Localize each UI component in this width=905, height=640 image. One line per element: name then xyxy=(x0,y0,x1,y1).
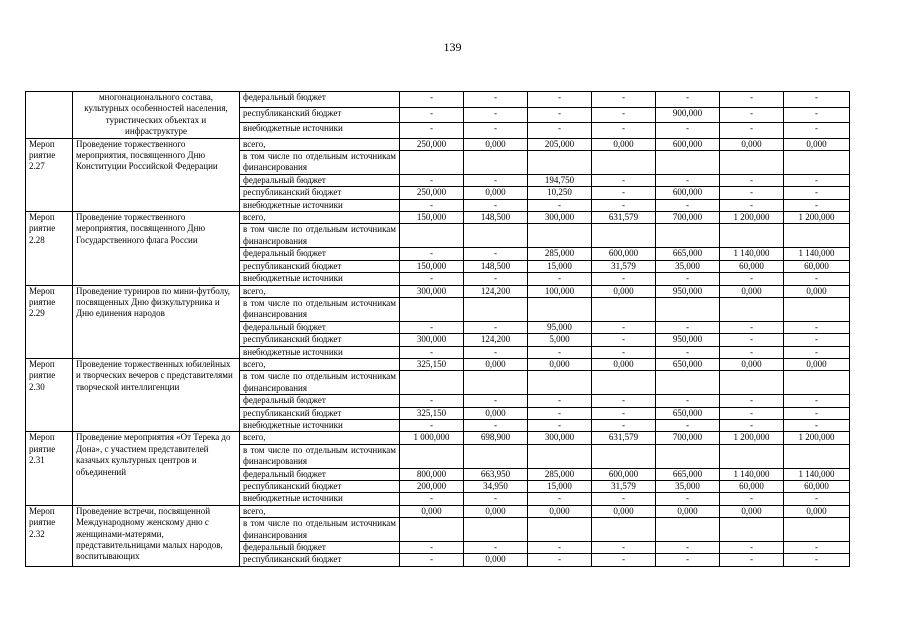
amount-cell: - xyxy=(400,395,464,407)
amount-cell: 148,500 xyxy=(464,212,528,224)
amount-cell: - xyxy=(400,174,464,186)
amount-cell: 200,000 xyxy=(400,481,464,493)
table-row xyxy=(26,505,850,517)
amount-cell xyxy=(656,518,720,542)
amount-cell: 194,750 xyxy=(528,174,592,186)
funding-source: всего, xyxy=(240,432,400,444)
funding-source: республиканский бюджет xyxy=(240,107,400,123)
amount-cell: - xyxy=(720,419,784,431)
table-row xyxy=(26,358,850,370)
amount-cell: 60,000 xyxy=(720,260,784,272)
amount-cell: - xyxy=(592,123,656,139)
amount-cell: - xyxy=(464,107,528,123)
funding-source: республиканский бюджет xyxy=(240,334,400,346)
amount-cell: 35,000 xyxy=(656,481,720,493)
amount-cell: 34,950 xyxy=(464,481,528,493)
activity-description: Проведение встречи, посвященной Международному женскому дню с женщинами-матерями, представительницами малых народов, воспитывающих xyxy=(73,505,240,566)
funding-source: внебюджетные источники xyxy=(240,346,400,358)
amount-cell: - xyxy=(592,199,656,211)
amount-cell xyxy=(528,151,592,175)
funding-source: в том числе по отдельным источникам финансирования xyxy=(240,224,400,248)
amount-cell xyxy=(464,297,528,321)
funding-source: всего, xyxy=(240,138,400,150)
amount-cell: 300,000 xyxy=(528,212,592,224)
amount-cell: - xyxy=(464,321,528,333)
amount-cell: 0,000 xyxy=(528,505,592,517)
amount-cell: 950,000 xyxy=(656,334,720,346)
amount-cell xyxy=(592,444,656,468)
amount-cell: 600,000 xyxy=(656,138,720,150)
amount-cell: - xyxy=(528,419,592,431)
amount-cell: 800,000 xyxy=(400,468,464,480)
amount-cell: 663,950 xyxy=(464,468,528,480)
amount-cell xyxy=(784,224,850,248)
amount-cell xyxy=(528,518,592,542)
amount-cell xyxy=(656,297,720,321)
amount-cell: 650,000 xyxy=(656,407,720,419)
amount-cell: - xyxy=(784,407,850,419)
amount-cell: - xyxy=(656,493,720,505)
amount-cell: 665,000 xyxy=(656,468,720,480)
amount-cell xyxy=(720,371,784,395)
amount-cell: - xyxy=(464,199,528,211)
table-row xyxy=(26,212,850,224)
amount-cell: - xyxy=(528,554,592,566)
amount-cell: - xyxy=(464,273,528,285)
amount-cell: - xyxy=(592,107,656,123)
amount-cell: - xyxy=(656,321,720,333)
amount-cell: - xyxy=(656,346,720,358)
amount-cell: - xyxy=(656,554,720,566)
amount-cell: 1 000,000 xyxy=(400,432,464,444)
activity-number: Мероп риятие 2.29 xyxy=(26,285,73,358)
amount-cell: 325,150 xyxy=(400,407,464,419)
funding-source: федеральный бюджет xyxy=(240,321,400,333)
activity-description: Проведение мероприятия «От Терека до Дона», с участием представителей казачьих культурных центров и объединений xyxy=(73,432,240,505)
amount-cell: 0,000 xyxy=(592,285,656,297)
amount-cell: - xyxy=(784,493,850,505)
amount-cell: 1 140,000 xyxy=(720,248,784,260)
amount-cell: - xyxy=(528,199,592,211)
amount-cell: - xyxy=(656,395,720,407)
amount-cell xyxy=(592,518,656,542)
page-number: 139 xyxy=(443,40,462,54)
amount-cell xyxy=(400,224,464,248)
amount-cell: 1 140,000 xyxy=(720,468,784,480)
amount-cell: - xyxy=(528,346,592,358)
amount-cell xyxy=(592,151,656,175)
amount-cell: - xyxy=(784,123,850,139)
funding-source: в том числе по отдельным источникам финансирования xyxy=(240,371,400,395)
amount-cell: - xyxy=(400,199,464,211)
amount-cell: - xyxy=(720,174,784,186)
activity-description: многонационального состава, культурных особенностей населения, туристических объектах и инфраструктуре xyxy=(73,92,240,139)
funding-source: федеральный бюджет xyxy=(240,92,400,108)
amount-cell: - xyxy=(784,346,850,358)
amount-cell: 285,000 xyxy=(528,468,592,480)
amount-cell: - xyxy=(400,419,464,431)
amount-cell: - xyxy=(464,419,528,431)
amount-cell: 60,000 xyxy=(784,481,850,493)
amount-cell: 0,000 xyxy=(592,358,656,370)
amount-cell xyxy=(464,224,528,248)
amount-cell: - xyxy=(464,493,528,505)
funding-source: в том числе по отдельным источникам финансирования xyxy=(240,518,400,542)
amount-cell: 1 200,000 xyxy=(720,432,784,444)
amount-cell: - xyxy=(400,123,464,139)
funding-source: федеральный бюджет xyxy=(240,468,400,480)
amount-cell: - xyxy=(528,542,592,554)
funding-source: внебюджетные источники xyxy=(240,273,400,285)
amount-cell: 1 200,000 xyxy=(720,212,784,224)
amount-cell: 698,900 xyxy=(464,432,528,444)
amount-cell: 95,000 xyxy=(528,321,592,333)
amount-cell xyxy=(720,151,784,175)
amount-cell xyxy=(592,371,656,395)
funding-source: республиканский бюджет xyxy=(240,407,400,419)
amount-cell: 250,000 xyxy=(400,187,464,199)
amount-cell xyxy=(528,444,592,468)
activity-description: Проведение торжественного мероприятия, посвященного Дню Конституции Российской Федерации xyxy=(73,138,240,211)
funding-source: в том числе по отдельным источникам финансирования xyxy=(240,444,400,468)
amount-cell: - xyxy=(592,542,656,554)
amount-cell: - xyxy=(656,542,720,554)
amount-cell xyxy=(720,297,784,321)
amount-cell: 1 200,000 xyxy=(784,212,850,224)
activity-description: Проведение торжественных юбилейных и творческих вечеров с представителями творческой интеллигенции xyxy=(73,358,240,431)
amount-cell: 1 200,000 xyxy=(784,432,850,444)
amount-cell: - xyxy=(656,92,720,108)
amount-cell: - xyxy=(592,174,656,186)
amount-cell: 150,000 xyxy=(400,260,464,272)
amount-cell: - xyxy=(720,107,784,123)
amount-cell: - xyxy=(528,395,592,407)
amount-cell: - xyxy=(400,248,464,260)
amount-cell: - xyxy=(720,346,784,358)
funding-source: внебюджетные источники xyxy=(240,419,400,431)
amount-cell: 0,000 xyxy=(464,187,528,199)
funding-source: в том числе по отдельным источникам финансирования xyxy=(240,151,400,175)
amount-cell: 650,000 xyxy=(656,358,720,370)
amount-cell xyxy=(400,371,464,395)
amount-cell: 0,000 xyxy=(464,407,528,419)
amount-cell: - xyxy=(656,419,720,431)
amount-cell xyxy=(656,444,720,468)
amount-cell: - xyxy=(464,92,528,108)
amount-cell xyxy=(720,224,784,248)
amount-cell: 0,000 xyxy=(720,358,784,370)
amount-cell: 0,000 xyxy=(464,554,528,566)
amount-cell: - xyxy=(720,273,784,285)
amount-cell: - xyxy=(464,174,528,186)
amount-cell: 0,000 xyxy=(400,505,464,517)
amount-cell xyxy=(784,297,850,321)
amount-cell: - xyxy=(592,395,656,407)
amount-cell: - xyxy=(784,273,850,285)
funding-source: всего, xyxy=(240,212,400,224)
amount-cell: 600,000 xyxy=(592,468,656,480)
funding-source: федеральный бюджет xyxy=(240,395,400,407)
amount-cell: 0,000 xyxy=(784,358,850,370)
amount-cell: - xyxy=(528,92,592,108)
amount-cell: 124,200 xyxy=(464,285,528,297)
activity-number: Мероп риятие 2.31 xyxy=(26,432,73,505)
amount-cell xyxy=(656,371,720,395)
table-row xyxy=(26,138,850,150)
amount-cell: 60,000 xyxy=(784,260,850,272)
activity-description: Проведение турниров по мини-футболу, посвященных Дню физкультурника и Дню единения народов xyxy=(73,285,240,358)
funding-source: всего, xyxy=(240,358,400,370)
amount-cell xyxy=(720,518,784,542)
amount-cell: - xyxy=(720,554,784,566)
amount-cell: - xyxy=(784,174,850,186)
amount-cell: 0,000 xyxy=(592,138,656,150)
funding-source: внебюджетные источники xyxy=(240,199,400,211)
amount-cell: 0,000 xyxy=(784,505,850,517)
amount-cell: 1 140,000 xyxy=(784,468,850,480)
amount-cell: - xyxy=(528,123,592,139)
amount-cell: - xyxy=(656,174,720,186)
amount-cell: - xyxy=(784,92,850,108)
amount-cell: - xyxy=(592,419,656,431)
amount-cell: 15,000 xyxy=(528,481,592,493)
amount-cell: 148,500 xyxy=(464,260,528,272)
funding-source: всего, xyxy=(240,505,400,517)
amount-cell: 124,200 xyxy=(464,334,528,346)
amount-cell: 600,000 xyxy=(656,187,720,199)
amount-cell: - xyxy=(400,542,464,554)
amount-cell: 325,150 xyxy=(400,358,464,370)
amount-cell xyxy=(528,371,592,395)
amount-cell: 5,000 xyxy=(528,334,592,346)
amount-cell: 0,000 xyxy=(720,285,784,297)
table-row xyxy=(26,92,850,108)
amount-cell: - xyxy=(400,321,464,333)
funding-source: внебюджетные источники xyxy=(240,493,400,505)
amount-cell: - xyxy=(592,321,656,333)
funding-source: федеральный бюджет xyxy=(240,248,400,260)
amount-cell: - xyxy=(400,107,464,123)
amount-cell: 31,579 xyxy=(592,481,656,493)
amount-cell: - xyxy=(464,346,528,358)
activity-number: Мероп риятие 2.28 xyxy=(26,212,73,285)
amount-cell: - xyxy=(720,407,784,419)
amount-cell: - xyxy=(720,187,784,199)
amount-cell: - xyxy=(464,542,528,554)
amount-cell: - xyxy=(784,187,850,199)
amount-cell: 700,000 xyxy=(656,212,720,224)
activity-number: Мероп риятие 2.32 xyxy=(26,505,73,566)
activity-description: Проведение торжественного мероприятия, посвященного Дню Государственного флага России xyxy=(73,212,240,285)
amount-cell xyxy=(400,151,464,175)
amount-cell xyxy=(592,297,656,321)
amount-cell: 15,000 xyxy=(528,260,592,272)
funding-source: в том числе по отдельным источникам финансирования xyxy=(240,297,400,321)
amount-cell: - xyxy=(528,407,592,419)
amount-cell: - xyxy=(720,199,784,211)
amount-cell xyxy=(720,444,784,468)
amount-cell xyxy=(464,151,528,175)
amount-cell: 0,000 xyxy=(656,505,720,517)
amount-cell: - xyxy=(592,493,656,505)
amount-cell: - xyxy=(720,321,784,333)
amount-cell: 1 140,000 xyxy=(784,248,850,260)
amount-cell xyxy=(784,371,850,395)
amount-cell: - xyxy=(784,199,850,211)
activity-number: Мероп риятие 2.30 xyxy=(26,358,73,431)
amount-cell xyxy=(464,371,528,395)
amount-cell xyxy=(784,444,850,468)
amount-cell: - xyxy=(400,346,464,358)
table-body xyxy=(26,92,850,567)
amount-cell: 0,000 xyxy=(528,358,592,370)
amount-cell xyxy=(400,297,464,321)
amount-cell: - xyxy=(784,419,850,431)
amount-cell xyxy=(464,518,528,542)
amount-cell: - xyxy=(784,107,850,123)
table-row xyxy=(26,285,850,297)
amount-cell: - xyxy=(592,407,656,419)
funding-source: внебюджетные источники xyxy=(240,123,400,139)
amount-cell: - xyxy=(784,542,850,554)
amount-cell: - xyxy=(464,395,528,407)
amount-cell: - xyxy=(528,107,592,123)
activity-number xyxy=(26,92,73,139)
amount-cell: - xyxy=(464,123,528,139)
amount-cell: - xyxy=(592,334,656,346)
funding-source: федеральный бюджет xyxy=(240,542,400,554)
amount-cell: - xyxy=(720,395,784,407)
amount-cell: 300,000 xyxy=(400,334,464,346)
amount-cell: 0,000 xyxy=(464,138,528,150)
activity-number: Мероп риятие 2.27 xyxy=(26,138,73,211)
amount-cell: 600,000 xyxy=(592,248,656,260)
amount-cell xyxy=(400,518,464,542)
amount-cell: 0,000 xyxy=(784,285,850,297)
amount-cell xyxy=(784,518,850,542)
amount-cell xyxy=(528,297,592,321)
amount-cell: 665,000 xyxy=(656,248,720,260)
amount-cell: 631,579 xyxy=(592,432,656,444)
funding-source: всего, xyxy=(240,285,400,297)
amount-cell: 250,000 xyxy=(400,138,464,150)
amount-cell xyxy=(784,151,850,175)
budget-table xyxy=(25,91,850,567)
amount-cell: - xyxy=(592,92,656,108)
amount-cell: - xyxy=(528,273,592,285)
amount-cell: 150,000 xyxy=(400,212,464,224)
amount-cell: - xyxy=(720,493,784,505)
amount-cell: 950,000 xyxy=(656,285,720,297)
amount-cell: 10,250 xyxy=(528,187,592,199)
amount-cell: 285,000 xyxy=(528,248,592,260)
amount-cell: 0,000 xyxy=(464,505,528,517)
amount-cell: - xyxy=(656,199,720,211)
amount-cell xyxy=(400,444,464,468)
amount-cell: - xyxy=(400,273,464,285)
amount-cell: - xyxy=(592,346,656,358)
funding-source: республиканский бюджет xyxy=(240,187,400,199)
amount-cell: - xyxy=(592,273,656,285)
amount-cell: - xyxy=(720,92,784,108)
amount-cell: - xyxy=(464,248,528,260)
amount-cell xyxy=(464,444,528,468)
amount-cell xyxy=(656,224,720,248)
amount-cell: 205,000 xyxy=(528,138,592,150)
amount-cell: 700,000 xyxy=(656,432,720,444)
amount-cell: 0,000 xyxy=(784,138,850,150)
amount-cell: 35,000 xyxy=(656,260,720,272)
amount-cell: - xyxy=(528,493,592,505)
amount-cell: 0,000 xyxy=(592,505,656,517)
amount-cell: - xyxy=(400,554,464,566)
amount-cell: - xyxy=(784,554,850,566)
table-row xyxy=(26,432,850,444)
amount-cell: - xyxy=(400,493,464,505)
amount-cell xyxy=(592,224,656,248)
amount-cell: 300,000 xyxy=(400,285,464,297)
amount-cell: - xyxy=(720,542,784,554)
amount-cell: 0,000 xyxy=(720,505,784,517)
amount-cell: - xyxy=(784,321,850,333)
amount-cell: 0,000 xyxy=(464,358,528,370)
amount-cell: - xyxy=(400,92,464,108)
funding-source: республиканский бюджет xyxy=(240,554,400,566)
funding-source: республиканский бюджет xyxy=(240,260,400,272)
amount-cell xyxy=(656,151,720,175)
amount-cell: 300,000 xyxy=(528,432,592,444)
amount-cell: - xyxy=(656,123,720,139)
amount-cell: - xyxy=(720,334,784,346)
amount-cell: 100,000 xyxy=(528,285,592,297)
amount-cell xyxy=(528,224,592,248)
amount-cell: - xyxy=(784,395,850,407)
amount-cell: 631,579 xyxy=(592,212,656,224)
amount-cell: - xyxy=(720,123,784,139)
amount-cell: 31,579 xyxy=(592,260,656,272)
amount-cell: - xyxy=(592,187,656,199)
amount-cell: 60,000 xyxy=(720,481,784,493)
funding-source: федеральный бюджет xyxy=(240,174,400,186)
amount-cell: - xyxy=(592,554,656,566)
amount-cell: - xyxy=(656,273,720,285)
amount-cell: - xyxy=(784,334,850,346)
amount-cell: 0,000 xyxy=(720,138,784,150)
amount-cell: 900,000 xyxy=(656,107,720,123)
funding-source: республиканский бюджет xyxy=(240,481,400,493)
